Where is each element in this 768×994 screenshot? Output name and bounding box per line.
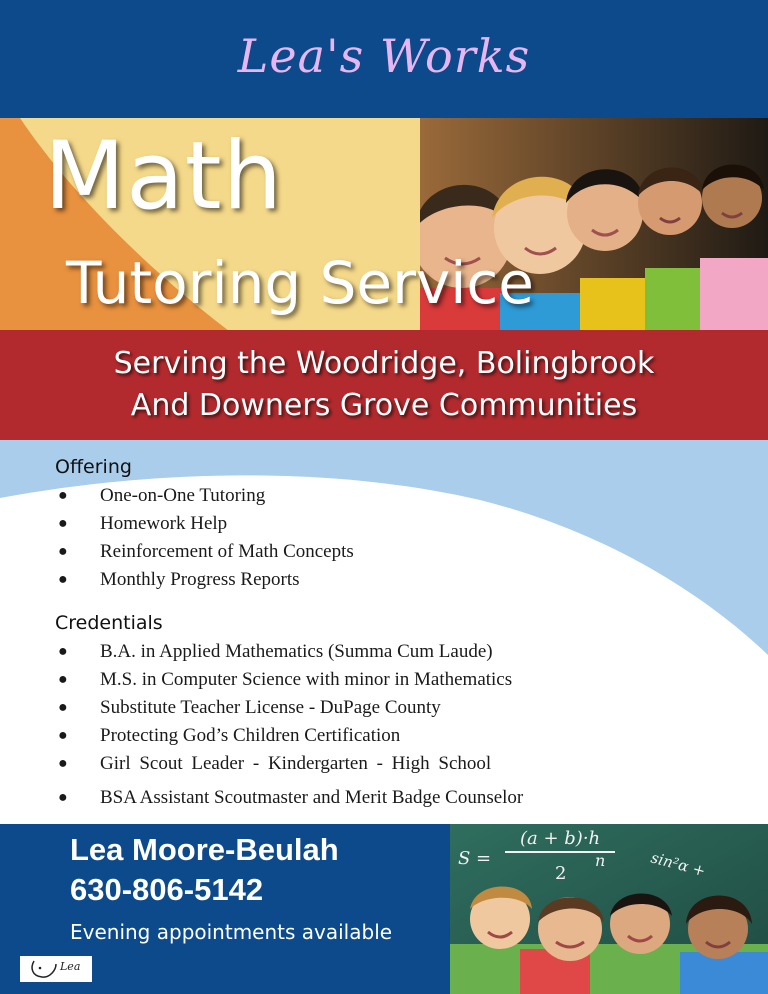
lea-logo bbox=[20, 956, 92, 982]
bullet-icon: ● bbox=[58, 671, 68, 688]
banner-line-2: And Downers Grove Communities bbox=[130, 388, 638, 423]
chalk-formula-1: (a + b)·h bbox=[520, 828, 601, 849]
appointment-note: Evening appointments available bbox=[70, 920, 393, 944]
bullet-icon: ● bbox=[58, 789, 68, 806]
list-item: ● B.A. in Applied Mathematics (Summa Cum Laude) bbox=[58, 638, 523, 666]
chalk-formula-2: S = bbox=[458, 848, 492, 869]
list-item: ● Monthly Progress Reports bbox=[58, 566, 354, 594]
bullet-icon: ● bbox=[58, 543, 68, 560]
bullet-icon: ● bbox=[58, 515, 68, 532]
bullet-icon: ● bbox=[58, 699, 68, 716]
smile-logo-icon bbox=[20, 956, 92, 982]
list-item: ● Girl Scout Leader - Kindergarten - High School bbox=[58, 750, 523, 778]
credentials-heading: Credentials bbox=[55, 612, 163, 634]
content-section bbox=[0, 440, 768, 824]
chalk-formula-5: sin²α + bbox=[648, 848, 708, 881]
brand-title: Lea's Works bbox=[237, 29, 531, 83]
bullet-icon: ● bbox=[58, 643, 68, 660]
list-item: ● Protecting God’s Children Certification bbox=[58, 722, 523, 750]
children-photo bbox=[420, 118, 768, 354]
bullet-icon: ● bbox=[58, 571, 68, 588]
list-item: ● Reinforcement of Math Concepts bbox=[58, 538, 354, 566]
list-item: ● BSA Assistant Scoutmaster and Merit Badge Counselor bbox=[58, 784, 523, 812]
offering-list bbox=[58, 482, 354, 594]
header-bar bbox=[0, 0, 768, 118]
bullet-icon: ● bbox=[58, 487, 68, 504]
chalk-formula-3: 2 bbox=[555, 863, 567, 884]
credentials-list bbox=[58, 638, 523, 812]
list-item: ● M.S. in Computer Science with minor in Mathematics bbox=[58, 666, 523, 694]
hero-title-math: Math bbox=[44, 122, 284, 231]
bullet-icon: ● bbox=[58, 727, 68, 744]
list-item: ● One-on-One Tutoring bbox=[58, 482, 354, 510]
hero-title-service: Tutoring Service bbox=[66, 249, 534, 317]
chalk-formula-4: n bbox=[595, 851, 606, 870]
banner-line-1: Serving the Woodridge, Bolingbrook bbox=[113, 346, 655, 381]
list-item: ● Homework Help bbox=[58, 510, 354, 538]
logo-text: Lea bbox=[60, 960, 81, 973]
chalkboard-children-photo bbox=[450, 824, 768, 994]
bullet-icon: ● bbox=[58, 755, 68, 772]
contact-footer bbox=[0, 824, 768, 994]
contact-name: Lea Moore-Beulah bbox=[70, 832, 339, 867]
service-area-banner bbox=[0, 330, 768, 440]
hero-section bbox=[0, 118, 768, 354]
offering-heading: Offering bbox=[55, 456, 132, 478]
contact-phone[interactable]: 630-806-5142 bbox=[70, 872, 264, 907]
list-item: ● Substitute Teacher License - DuPage County bbox=[58, 694, 523, 722]
